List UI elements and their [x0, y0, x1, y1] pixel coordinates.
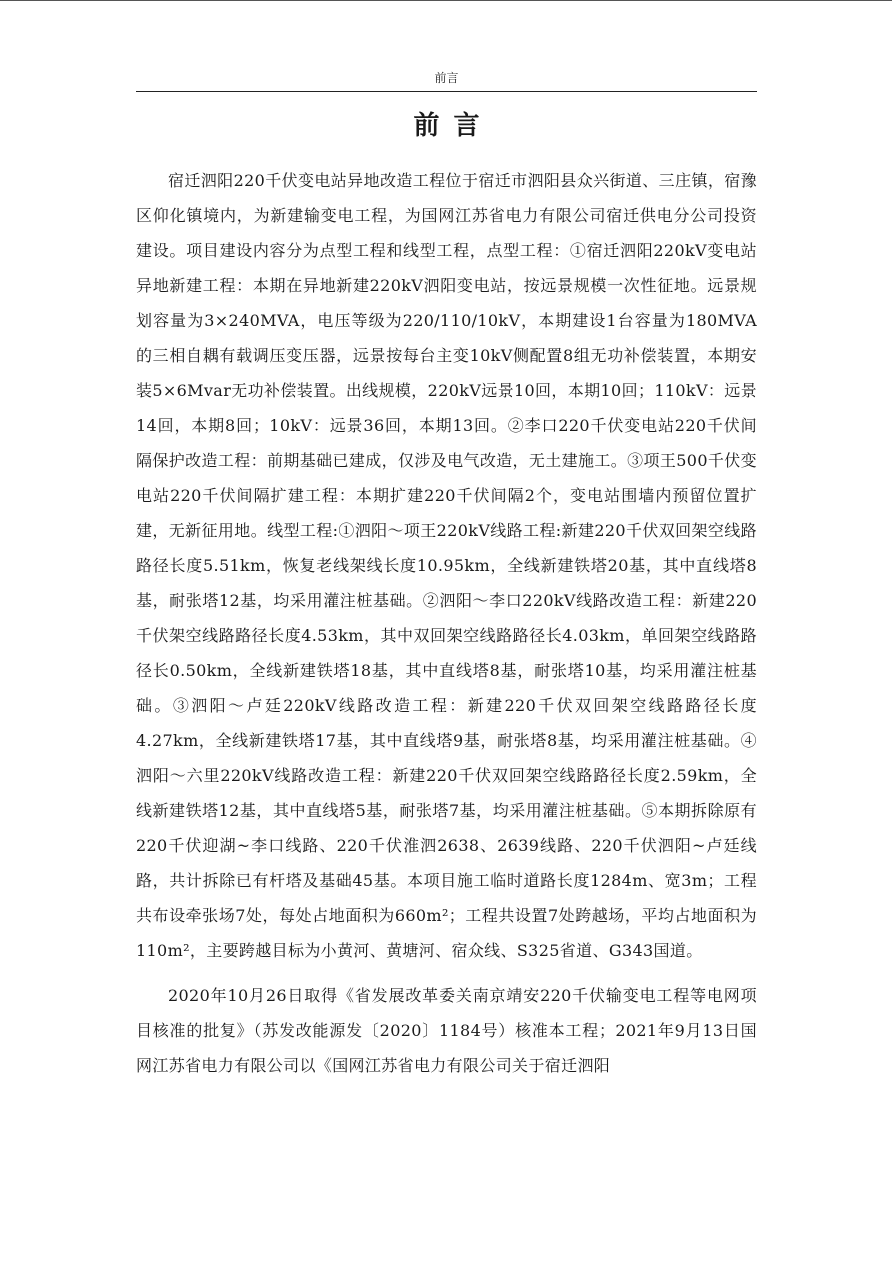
- body-text: [136, 163, 757, 1083]
- paragraph-approval-history: 2020年10月26日取得《省发展改革委关南京靖安220千伏输变电工程等电网项目核准的批复》（苏发改能源发〔2020〕1184号）核准本工程；2021年9月13日国网江苏省电力有限公司以《国网江苏省电力有限公司关于宿迁泗阳: [136, 986, 757, 1075]
- header-rule: [136, 91, 757, 92]
- page-top-border: [0, 0, 892, 1]
- paragraph-project-overview: 宿迁泗阳220千伏变电站异地改造工程位于宿迁市泗阳县众兴街道、三庄镇，宿豫区仰化镇境内，为新建输变电工程，为国网江苏省电力有限公司宿迁供电分公司投资建设。项目建设内容分为点型工程和线型工程，点型工程：①宿迁泗阳220kV变电站异地新建工程：本期在异地新建220kV泗阳变电站，按远景规模一次性征地。远景规划容量为3×240MVA，电压等级为220/110/10kV，本期建设1台容量为180MVA的三相自耦有载调压变压器，远景按每台主变10kV侧配置8组无功补偿装置，本期安装5×6Mvar无功补偿装置。出线规模，220kV远景10回，本期10回；110kV：远景14回，本期8回；10kV：远景36回，本期13回。②李口220千伏变电站220千伏间隔保护改造工程：前期基础已建成，仅涉及电气改造，无土建施工。③项王500千伏变电站220千伏间隔扩建工程：本期扩建220千伏间隔2个，变电站围墙内预留位置扩建，无新征用地。线型工程:①泗阳～项王220kV线路工程:新建220千伏双回架空线路路径长度5.51km，恢复老线架线长度10.95km，全线新建铁塔20基，其中直线塔8基，耐张塔12基，均采用灌注桩基础。②泗阳～李口220kV线路改造工程：新建220千伏架空线路路径长度4.53km，其中双回架空线路路径长4.03km，单回架空线路路径长0.50km，全线新建铁塔18基，其中直线塔8基，耐张塔10基，均采用灌注桩基础。③泗阳～卢廷220kV线路改造工程：新建220千伏双回架空线路路径长度4.27km，全线新建铁塔17基，其中直线塔9基，耐张塔8基，均采用灌注桩基础。④泗阳～六里220kV线路改造工程：新建220千伏双回架空线路路径长度2.59km，全线新建铁塔12基，其中直线塔5基，耐张塔7基，均采用灌注桩基础。⑤本期拆除原有220千伏迎湖~李口线路、220千伏淮泗2638、2639线路、220千伏泗阳~卢廷线路，共计拆除已有杆塔及基础45基。本项目施工临时道路长度1284m、宽3m；工程共布设牵张场7处，每处占地面积为660m²；工程共设置7处跨越场，平均占地面积为110m²，主要跨越目标为小黄河、黄塘河、宿众线、S325省道、G343国道。: [136, 171, 757, 960]
- page-title: 前言: [413, 111, 494, 141]
- running-header: 前言: [434, 71, 459, 85]
